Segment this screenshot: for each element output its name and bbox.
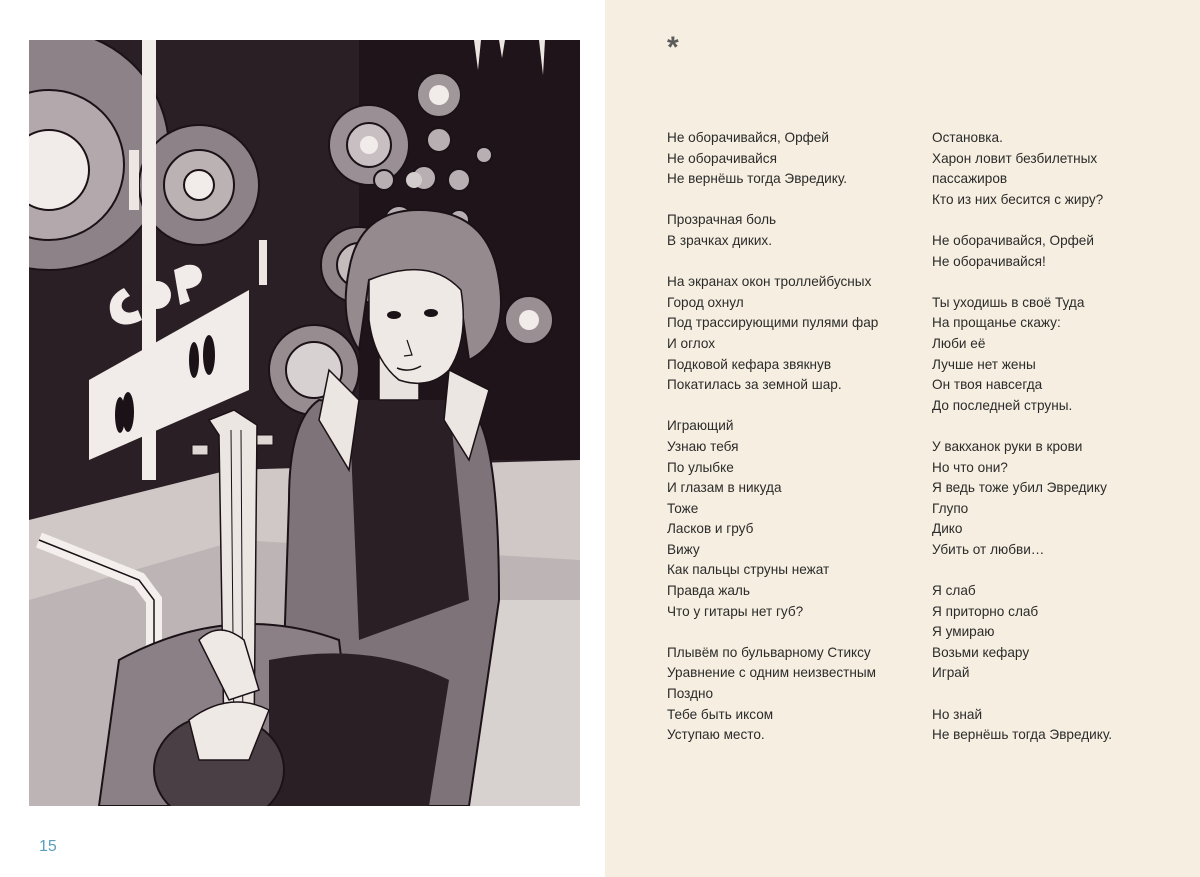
poem-line: Город охнул (667, 294, 744, 310)
stanza (667, 272, 878, 396)
poem-line: По улыбке (667, 459, 734, 475)
poem-line: Тебе быть иксом (667, 706, 774, 722)
poem-line: Остановка. (932, 130, 1003, 145)
poem-line: Поздно (667, 686, 714, 702)
poem-column-right (932, 128, 1112, 766)
illustration (29, 40, 580, 806)
poem-line: Лучше нет жены (932, 356, 1036, 372)
stanza (932, 437, 1112, 561)
poem-line: Уравнение с одним неизвестным (667, 665, 877, 681)
poem-line: Убить от любви… (932, 541, 1045, 557)
poem-line: Дико (932, 521, 963, 537)
poem-line: Я приторно слаб (932, 603, 1039, 619)
poem-line: Что у гитары нет губ? (667, 603, 804, 619)
poem-line: Но знай (932, 706, 983, 722)
stanza (932, 231, 1112, 272)
poem-line: И оглох (667, 335, 716, 351)
poem-line: Правда жаль (667, 583, 750, 599)
poem-line: пассажиров (932, 171, 1008, 187)
poem-line: Вижу (667, 541, 700, 557)
poem-line: Не оборачивайся, Орфей (932, 232, 1094, 248)
poem-line: Подковой кефара звякнув (667, 356, 832, 372)
poem-line: Я ведь тоже убил Эвредику (932, 480, 1107, 496)
poem-line: Тоже (667, 500, 699, 516)
stanza (932, 705, 1112, 746)
poem-line: Как пальцы струны нежат (667, 562, 830, 578)
poem-line: Не вернёшь тогда Эвредику. (932, 727, 1113, 743)
stanza (932, 293, 1112, 417)
poem-line: Играющий (667, 418, 734, 434)
poem-line: На экранах окон троллейбусных (667, 274, 872, 290)
poem-line: Возьми кефару (932, 644, 1030, 660)
poem-line: Харон ловит безбилетных (932, 150, 1098, 166)
page-number: 15 (39, 838, 57, 855)
right-page (605, 0, 1200, 877)
poem-line: Под трассирующими пулями фар (667, 315, 879, 331)
poem-line: Ласков и груб (667, 521, 754, 537)
poem-line: Люби её (932, 335, 986, 351)
poem-line: Я умираю (932, 624, 995, 640)
poem-line: Кто из них бесится с жиру? (932, 191, 1104, 207)
stanza (667, 210, 878, 251)
poem-line: Узнаю тебя (667, 438, 739, 454)
poem-line: В зрачках диких. (667, 232, 772, 248)
stanza (932, 581, 1112, 684)
stanza (667, 416, 878, 622)
poem-line: Глупо (932, 500, 969, 516)
poem-line: Ты уходишь в своё Туда (932, 294, 1085, 310)
poem-line: Уступаю место. (667, 727, 765, 743)
poem-line: На прощанье скажу: (932, 315, 1061, 331)
asterisk-ornament: * (667, 31, 679, 64)
poem-line: Прозрачная боль (667, 212, 777, 228)
poem-line: Я слаб (932, 583, 976, 599)
poem-line: Покатилась за земной шар. (667, 377, 842, 393)
poem-line: Он твоя навсегда (932, 377, 1043, 393)
poem-line: Не оборачивайся (667, 150, 777, 166)
poem-line: Но что они? (932, 459, 1008, 475)
poem-line: Не вернёшь тогда Эвредику. (667, 171, 848, 187)
stanza (932, 128, 1112, 210)
illustration-artwork (29, 40, 580, 806)
poem-line: Не оборачивайся! (932, 253, 1046, 269)
poem-line: До последней струны. (932, 397, 1073, 413)
poem-column-left (667, 128, 878, 766)
poem-line: Играй (932, 665, 970, 681)
poem-line: Не оборачивайся, Орфей (667, 130, 829, 145)
stanza (667, 643, 878, 746)
poem-line: И глазам в никуда (667, 480, 782, 496)
poem-line: Плывём по бульварному Стиксу (667, 644, 871, 660)
poem-line: У вакханок руки в крови (932, 438, 1083, 454)
stanza (667, 128, 878, 190)
